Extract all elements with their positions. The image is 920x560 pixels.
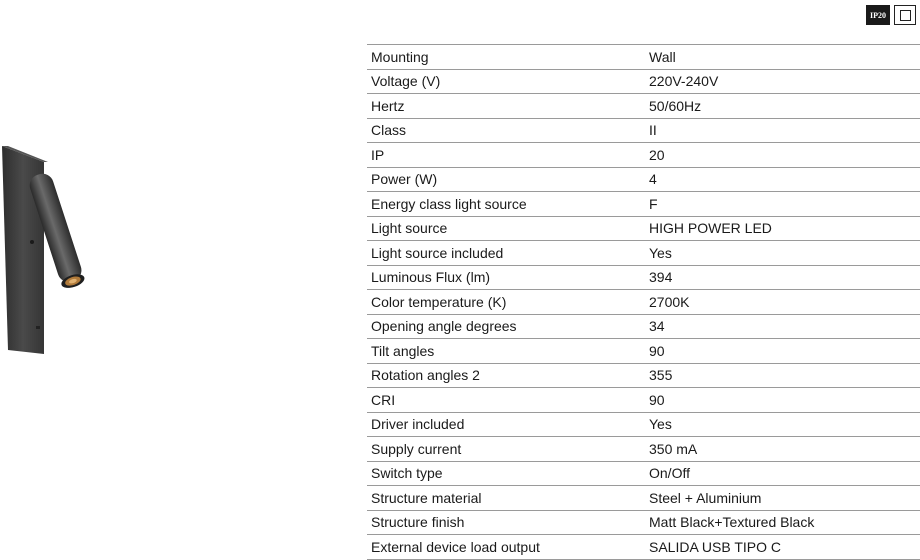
spec-label: Structure material bbox=[367, 486, 645, 511]
spec-label: External device load output bbox=[367, 535, 645, 560]
spec-value: II bbox=[645, 118, 920, 143]
table-row bbox=[367, 167, 920, 192]
spec-label: Class bbox=[367, 118, 645, 143]
spec-value: Wall bbox=[645, 45, 920, 70]
spec-label: Structure finish bbox=[367, 510, 645, 535]
spec-value: 2700K bbox=[645, 290, 920, 315]
table-row bbox=[367, 437, 920, 462]
spec-value: Steel + Aluminium bbox=[645, 486, 920, 511]
spec-label: CRI bbox=[367, 388, 645, 413]
spec-value: 34 bbox=[645, 314, 920, 339]
certification-badges bbox=[866, 5, 916, 25]
table-row bbox=[367, 510, 920, 535]
spec-label: Color temperature (K) bbox=[367, 290, 645, 315]
spec-label: Power (W) bbox=[367, 167, 645, 192]
table-row bbox=[367, 192, 920, 217]
table-row bbox=[367, 290, 920, 315]
spec-label: Driver included bbox=[367, 412, 645, 437]
spec-value: 90 bbox=[645, 388, 920, 413]
specifications-table bbox=[367, 44, 920, 560]
spec-label: Voltage (V) bbox=[367, 69, 645, 94]
product-image bbox=[0, 140, 120, 360]
spec-value: Matt Black+Textured Black bbox=[645, 510, 920, 535]
spec-value: 220V-240V bbox=[645, 69, 920, 94]
table-row bbox=[367, 45, 920, 70]
table-row bbox=[367, 363, 920, 388]
spec-value: 394 bbox=[645, 265, 920, 290]
table-row bbox=[367, 118, 920, 143]
spec-value: 50/60Hz bbox=[645, 94, 920, 119]
table-row bbox=[367, 241, 920, 266]
table-row bbox=[367, 339, 920, 364]
spec-label: Energy class light source bbox=[367, 192, 645, 217]
table-row bbox=[367, 412, 920, 437]
spec-value: 4 bbox=[645, 167, 920, 192]
spec-label: Opening angle degrees bbox=[367, 314, 645, 339]
table-row bbox=[367, 69, 920, 94]
spec-label: Mounting bbox=[367, 45, 645, 70]
spec-label: Light source bbox=[367, 216, 645, 241]
table-row bbox=[367, 216, 920, 241]
table-row bbox=[367, 486, 920, 511]
table-row bbox=[367, 265, 920, 290]
spec-value: 20 bbox=[645, 143, 920, 168]
spec-label: Light source included bbox=[367, 241, 645, 266]
spec-value: Yes bbox=[645, 241, 920, 266]
spec-label: IP bbox=[367, 143, 645, 168]
spec-label: Rotation angles 2 bbox=[367, 363, 645, 388]
spec-value: F bbox=[645, 192, 920, 217]
spec-label: Tilt angles bbox=[367, 339, 645, 364]
spec-value: 355 bbox=[645, 363, 920, 388]
spec-label: Switch type bbox=[367, 461, 645, 486]
spec-value: On/Off bbox=[645, 461, 920, 486]
spec-label: Supply current bbox=[367, 437, 645, 462]
spec-label: Luminous Flux (lm) bbox=[367, 265, 645, 290]
class-ii-icon bbox=[894, 5, 916, 25]
spec-value: 90 bbox=[645, 339, 920, 364]
spec-value: HIGH POWER LED bbox=[645, 216, 920, 241]
spec-value: SALIDA USB TIPO C bbox=[645, 535, 920, 560]
table-row bbox=[367, 314, 920, 339]
ip20-badge: IP20 bbox=[866, 5, 890, 25]
table-row bbox=[367, 94, 920, 119]
spec-label: Hertz bbox=[367, 94, 645, 119]
table-row bbox=[367, 388, 920, 413]
spec-value: 350 mA bbox=[645, 437, 920, 462]
spec-value: Yes bbox=[645, 412, 920, 437]
table-row bbox=[367, 461, 920, 486]
table-row bbox=[367, 535, 920, 560]
table-row bbox=[367, 143, 920, 168]
